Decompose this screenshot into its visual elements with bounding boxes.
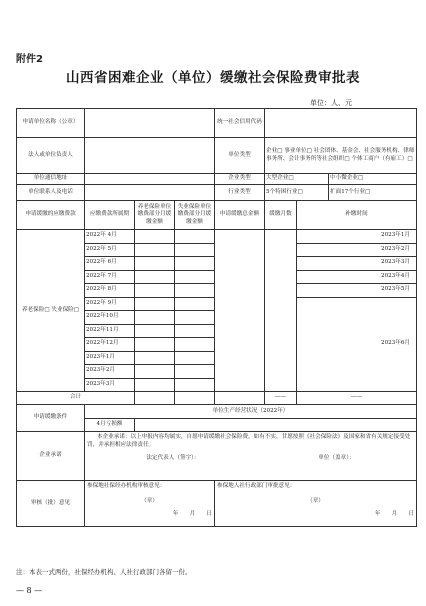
unemp-amount-field[interactable] <box>175 257 215 271</box>
pension-amount-field[interactable] <box>135 243 175 257</box>
address-field[interactable] <box>85 174 215 185</box>
pension-amount-field[interactable] <box>135 230 175 244</box>
footnote: 注：本表一式两份，社保经办机构、人社行政部门各留一份。 <box>16 568 192 576</box>
unemp-amount-field[interactable] <box>175 284 215 298</box>
contact-field[interactable] <box>85 185 215 201</box>
operations-label: 单位生产经营状况（2022年） <box>85 405 417 419</box>
april-report-label: 4月亏损额 <box>85 419 135 432</box>
month-cell: 2022年 5月 <box>85 243 135 257</box>
col-total-header: 申请缓缴总金额 <box>215 201 265 230</box>
month-cell: 2022年12月 <box>85 338 135 352</box>
pension-amount-field[interactable] <box>135 378 175 392</box>
subtotal-months-dash: —— <box>265 392 297 405</box>
subtotal-label: 合计 <box>17 392 135 405</box>
month-cell: 2023年3月 <box>85 378 135 392</box>
credit-code-label: 统一社会信用代码 <box>215 109 265 138</box>
attachment-label: 附件2 <box>16 54 43 65</box>
page-number: — 8 — <box>16 586 43 595</box>
unemp-amount-field[interactable] <box>175 351 215 365</box>
months-count-field[interactable] <box>265 230 297 392</box>
col-pay-time-header: 补缴时间 <box>297 201 417 230</box>
pay-time-cell: 2023年1月 <box>297 230 417 244</box>
insurance-type-checkboxes[interactable]: 养老保险□ 失业保险□ <box>17 230 85 392</box>
unit-type-label: 单位类型 <box>215 138 265 174</box>
hr-date: 年 月 日 <box>374 511 414 518</box>
month-cell: 2022年10月 <box>85 311 135 325</box>
unemp-amount-field[interactable] <box>175 365 215 379</box>
unit-type-options[interactable]: 企业□ 事业单位□ 社会团体、基金会、社会服务机构、律师事务所、会计事务所等社会组织□ 个体工商户（有雇工）□ <box>265 138 417 174</box>
total-amount-field[interactable] <box>215 230 265 392</box>
unemp-amount-field[interactable] <box>175 230 215 244</box>
hr-opinion-label: 参保地人社行政部门审批意见： <box>217 483 296 489</box>
hr-seal: （章） <box>307 497 324 504</box>
industry-type-label: 行业类型 <box>215 185 265 201</box>
conditions-label: 申请缓缴条件 <box>17 405 85 432</box>
pension-amount-field[interactable] <box>135 297 175 311</box>
pay-time-merged-cell: 2023年6月 <box>297 297 417 392</box>
unit-seal-label: 单位（盖章）： <box>318 455 355 462</box>
unemp-amount-field[interactable] <box>175 338 215 352</box>
subtotal-pension[interactable] <box>135 392 175 405</box>
col-months-header: 缓缴月数 <box>265 201 297 230</box>
enterprise-type-label: 企业类型 <box>215 174 265 185</box>
month-cell: 2023年2月 <box>85 365 135 379</box>
commitment-label: 企业承诺 <box>17 432 85 481</box>
unemp-amount-field[interactable] <box>175 378 215 392</box>
size-small-checkbox[interactable]: 中小微企业□ <box>329 174 417 185</box>
legal-rep-label: 法人或单位负责人 <box>17 138 85 174</box>
month-cell: 2022年 6月 <box>85 257 135 271</box>
subtotal-unemp[interactable] <box>175 392 215 405</box>
commitment-text: 本企业承诺：以上申报内容均属实，自愿申请缓缴社会保险费。如有不实，甘愿按照《社会保险法》及国家和省有关规定接受处罚，并承担相应法律责任。 <box>87 434 411 448</box>
month-cell: 2022年11月 <box>85 324 135 338</box>
april-report-field[interactable] <box>135 419 417 432</box>
month-cell: 2023年1月 <box>85 351 135 365</box>
unemp-amount-field[interactable] <box>175 324 215 338</box>
contact-label: 单位联系人及电话 <box>17 185 85 201</box>
unemp-amount-field[interactable] <box>175 243 215 257</box>
agency-date: 年 月 日 <box>172 511 212 518</box>
pension-amount-field[interactable] <box>135 365 175 379</box>
pension-amount-field[interactable] <box>135 270 175 284</box>
unit-note: 单位：人、元 <box>310 99 352 107</box>
pay-time-cell: 2023年3月 <box>297 257 417 271</box>
col-pension-header: 养老保险单位缴费部分月缓缴金额 <box>135 201 175 230</box>
pay-time-cell: 2023年4月 <box>297 270 417 284</box>
subtotal-total[interactable] <box>215 392 265 405</box>
pension-amount-field[interactable] <box>135 351 175 365</box>
pension-amount-field[interactable] <box>135 257 175 271</box>
pension-amount-field[interactable] <box>135 311 175 325</box>
industry-ext-checkbox[interactable]: 扩面17个行业□ <box>329 185 417 201</box>
month-cell: 2022年 9月 <box>85 297 135 311</box>
agency-seal: （章） <box>141 497 158 504</box>
pay-time-cell: 2023年5月 <box>297 284 417 298</box>
unemp-amount-field[interactable] <box>175 270 215 284</box>
agency-opinion-label: 参保地社保经办机构审核意见： <box>87 483 166 489</box>
pension-amount-field[interactable] <box>135 284 175 298</box>
address-label: 单位通信地址 <box>17 174 85 185</box>
unemp-amount-field[interactable] <box>175 297 215 311</box>
pension-amount-field[interactable] <box>135 324 175 338</box>
month-cell: 2022年 8月 <box>85 284 135 298</box>
month-cell: 2022年 4月 <box>85 230 135 244</box>
col-unemp-header: 失业保险单位缴费部分月缓缴金额 <box>175 201 215 230</box>
size-large-checkbox[interactable]: 大型企业□ <box>265 174 329 185</box>
legal-sign-label: 法定代表人（签字）： <box>146 455 200 462</box>
pension-amount-field[interactable] <box>135 338 175 352</box>
unemp-amount-field[interactable] <box>175 311 215 325</box>
month-cell: 2022年 7月 <box>85 270 135 284</box>
legal-rep-field[interactable] <box>85 138 215 174</box>
review-label: 审核（批）意见 <box>17 481 85 527</box>
industry-special-checkbox[interactable]: 5个特困行业□ <box>265 185 329 201</box>
approval-form-table <box>16 108 417 527</box>
defer-type-label: 申请缓缴的应缴费款 <box>17 201 85 230</box>
col-month-header: 应缴费款所属期 <box>85 201 135 230</box>
form-title: 山西省困难企业（单位）缓缴社会保险费审批表 <box>66 70 360 86</box>
applicant-label: 申请单位名称（公章） <box>17 109 85 138</box>
subtotal-pay-dash: —— <box>297 392 417 405</box>
applicant-field[interactable] <box>85 109 215 138</box>
credit-code-field[interactable] <box>265 109 417 138</box>
pay-time-cell: 2023年2月 <box>297 243 417 257</box>
